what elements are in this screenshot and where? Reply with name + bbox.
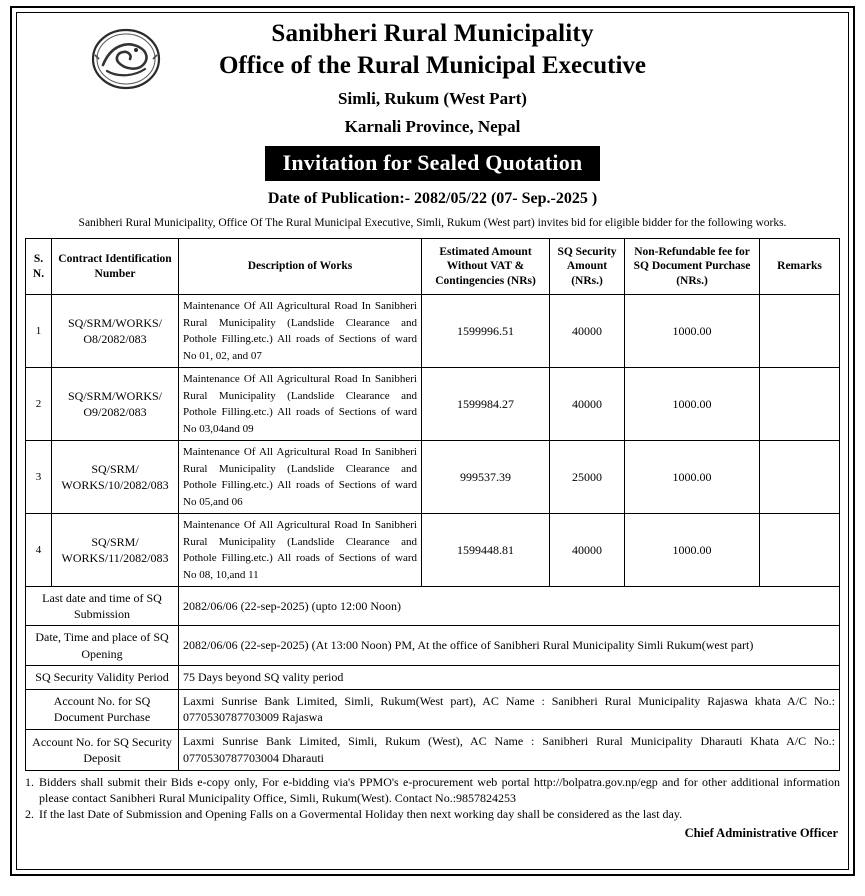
table-row bbox=[26, 368, 840, 441]
info-row-validity bbox=[26, 665, 840, 689]
cell-contract-id: SQ/SRM/ WORKS/11/2082/083 bbox=[52, 514, 179, 587]
info-value-opening: 2082/06/06 (22-sep-2025) (At 13:00 Noon) PM, At the office of Sanibheri Rural Municipality Simli Rukum(west part) bbox=[179, 626, 840, 665]
address-line-2: Karnali Province, Nepal bbox=[344, 117, 521, 136]
cell-sn: 3 bbox=[26, 441, 52, 514]
info-value-document-account: Laxmi Sunrise Bank Limited, Simli, Rukum(West part), AC Name : Sanibheri Rural Municipality Rajaswa khata A/C No.: 0770530787703009 Rajaswa bbox=[179, 689, 840, 730]
organization-name: Sanibheri Rural Municipality bbox=[271, 20, 594, 47]
info-value-submission: 2082/06/06 (22-sep-2025) (upto 12:00 Noon) bbox=[179, 587, 840, 626]
cell-remarks bbox=[760, 368, 840, 441]
info-row-submission bbox=[26, 587, 840, 626]
emblem-icon bbox=[87, 25, 165, 93]
info-label-submission: Last date and time of SQ Submission bbox=[26, 587, 179, 626]
notice-banner-wrap bbox=[25, 146, 840, 181]
column-header-document-fee: Non-Refundable fee for SQ Document Purchase (NRs.) bbox=[625, 238, 760, 294]
info-label-security-account: Account No. for SQ Security Deposit bbox=[26, 730, 179, 771]
info-label-opening: Date, Time and place of SQ Opening bbox=[26, 626, 179, 665]
notice-title-banner: Invitation for Sealed Quotation bbox=[265, 146, 601, 181]
cell-contract-id: SQ/SRM/WORKS/ O8/2082/083 bbox=[52, 295, 179, 368]
cell-document-fee: 1000.00 bbox=[625, 514, 760, 587]
cell-security-amount: 40000 bbox=[550, 295, 625, 368]
column-header-security-amount: SQ Security Amount (NRs.) bbox=[550, 238, 625, 294]
info-label-document-account: Account No. for SQ Document Purchase bbox=[26, 689, 179, 730]
table-row bbox=[26, 441, 840, 514]
note-item bbox=[25, 775, 840, 807]
signatory-title: Chief Administrative Officer bbox=[684, 826, 838, 841]
cell-document-fee: 1000.00 bbox=[625, 368, 760, 441]
document-page bbox=[10, 6, 855, 876]
cell-description: Maintenance Of All Agricultural Road In Sanibheri Rural Municipality (Landslide Clearance and Pothole Filling.etc.) All roads of Sections of ward No 05,and 06 bbox=[179, 441, 422, 514]
cell-contract-id: SQ/SRM/ WORKS/10/2082/083 bbox=[52, 441, 179, 514]
table-row bbox=[26, 514, 840, 587]
note-item bbox=[25, 807, 840, 823]
column-header-remarks: Remarks bbox=[760, 238, 840, 294]
publication-date: Date of Publication:- 2082/05/22 (07- Sep.-2025 ) bbox=[267, 190, 598, 207]
column-header-estimated-amount: Estimated Amount Without VAT & Contingencies (NRs) bbox=[422, 238, 550, 294]
document-border-inner bbox=[16, 12, 849, 870]
note-text: If the last Date of Submission and Opening Falls on a Govermental Holiday then next working day shall be considered as the last day. bbox=[39, 807, 683, 822]
cell-remarks bbox=[760, 295, 840, 368]
cell-estimated-amount: 1599448.81 bbox=[422, 514, 550, 587]
cell-security-amount: 40000 bbox=[550, 514, 625, 587]
cell-sn: 1 bbox=[26, 295, 52, 368]
office-name: Office of the Rural Municipal Executive bbox=[218, 51, 646, 79]
note-number: 1. bbox=[25, 774, 34, 789]
table-header-row bbox=[26, 238, 840, 294]
notes-section bbox=[25, 775, 840, 823]
table-row bbox=[26, 295, 840, 368]
info-row-opening bbox=[26, 626, 840, 665]
cell-estimated-amount: 999537.39 bbox=[422, 441, 550, 514]
invitation-intro-text: Sanibheri Rural Municipality, Office Of The Rural Municipal Executive, Simli, Rukum (West part) invites bid for eligible bidder for the following works. bbox=[78, 217, 787, 229]
address-line-1: Simli, Rukum (West Part) bbox=[338, 89, 527, 108]
note-number: 2. bbox=[25, 807, 34, 822]
cell-remarks bbox=[760, 441, 840, 514]
cell-estimated-amount: 1599984.27 bbox=[422, 368, 550, 441]
cell-remarks bbox=[760, 514, 840, 587]
cell-contract-id: SQ/SRM/WORKS/ O9/2082/083 bbox=[52, 368, 179, 441]
cell-document-fee: 1000.00 bbox=[625, 295, 760, 368]
cell-sn: 2 bbox=[26, 368, 52, 441]
info-label-validity: SQ Security Validity Period bbox=[26, 665, 179, 689]
cell-security-amount: 40000 bbox=[550, 368, 625, 441]
info-value-security-account: Laxmi Sunrise Bank Limited, Simli, Rukum (West), AC Name : Sanibheri Rural Municipality Dharauti Khata A/C No.: 0770530787703004 Dharauti bbox=[179, 730, 840, 771]
document-header bbox=[25, 19, 840, 231]
cell-description: Maintenance Of All Agricultural Road In Sanibheri Rural Municipality (Landslide Clearance and Pothole Filling.etc.) All roads of Sections of ward No 08, 10,and 11 bbox=[179, 514, 422, 587]
info-row-security-account bbox=[26, 730, 840, 771]
cell-sn: 4 bbox=[26, 514, 52, 587]
note-text: Bidders shall submit their Bids e-copy only, For e-bidding via's PPMO's e-procurement web portal http://bolpatra.gov.np/egp and for other additional information please contact Sanibheri Rural Municipality Office, Simli, Rukum(West). Contact No.:9857824253 bbox=[39, 774, 840, 805]
info-value-validity: 75 Days beyond SQ vality period bbox=[179, 665, 840, 689]
works-table bbox=[25, 238, 840, 771]
cell-security-amount: 25000 bbox=[550, 441, 625, 514]
column-header-sn: S. N. bbox=[26, 238, 52, 294]
cell-description: Maintenance Of All Agricultural Road In Sanibheri Rural Municipality (Landslide Clearance and Pothole Filling.etc.) All roads of Sections of ward No 01, 02, and 07 bbox=[179, 295, 422, 368]
info-row-document-account bbox=[26, 689, 840, 730]
column-header-contract-id: Contract Identification Number bbox=[52, 238, 179, 294]
column-header-description: Description of Works bbox=[179, 238, 422, 294]
cell-document-fee: 1000.00 bbox=[625, 441, 760, 514]
cell-description: Maintenance Of All Agricultural Road In Sanibheri Rural Municipality (Landslide Clearance and Pothole Filling.etc.) All roads of Sections of ward No 03,04and 09 bbox=[179, 368, 422, 441]
cell-estimated-amount: 1599996.51 bbox=[422, 295, 550, 368]
